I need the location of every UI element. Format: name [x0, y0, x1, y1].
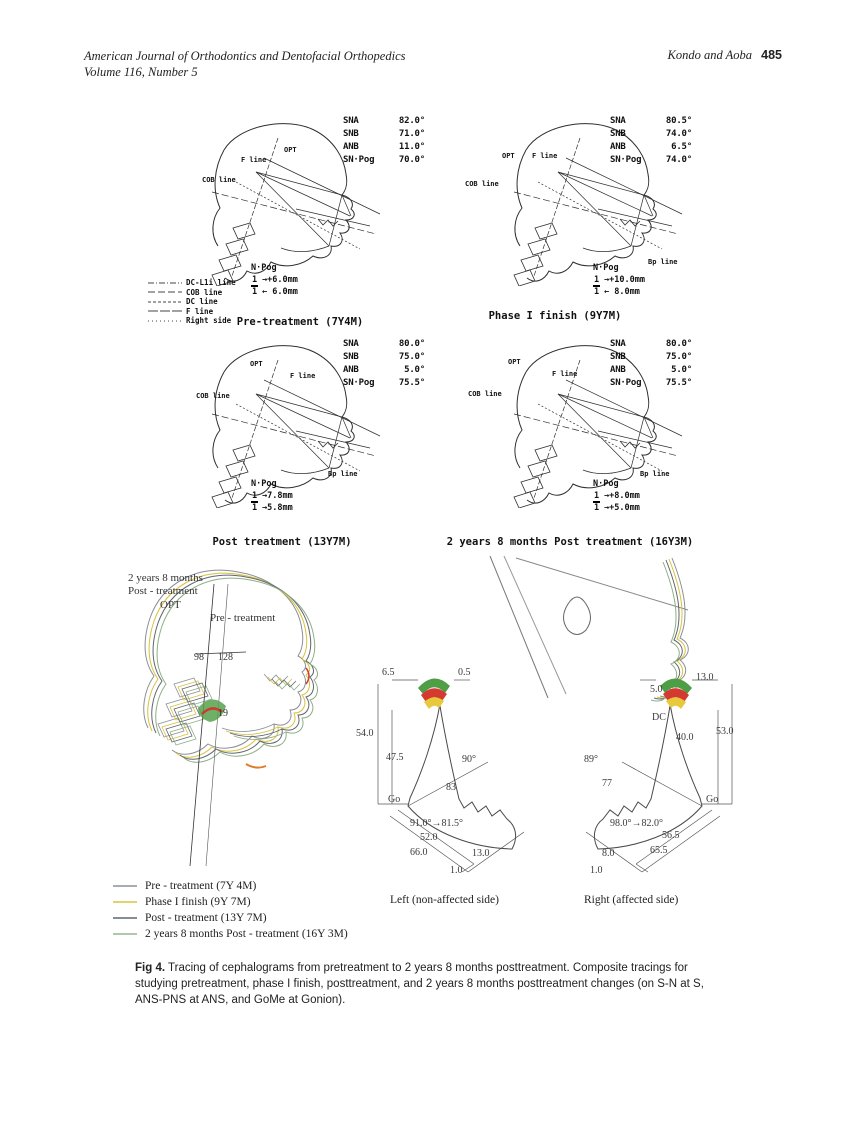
- npog-upper-value: →7.8mm: [262, 491, 293, 501]
- composite-tracing-svg: [78, 556, 408, 891]
- legend-item: [112, 926, 348, 942]
- dash-swatch: [148, 318, 182, 324]
- measurement-label: ANB: [343, 142, 359, 152]
- cob-line-label: COB line: [465, 180, 499, 188]
- npog-lower-value: ← 6.0mm: [262, 287, 298, 297]
- f-line-label: F line: [290, 372, 316, 380]
- legend-label: DC line: [186, 297, 218, 306]
- dash-swatch: [148, 280, 182, 286]
- measurement-row: [610, 338, 692, 351]
- measurement-value: 80.5°: [665, 116, 692, 126]
- measurement-label: ANB: [610, 365, 626, 375]
- journal-volume: Volume 116, Number 5: [84, 65, 198, 79]
- measurement-row: [610, 351, 692, 364]
- value-b2: 1.0: [590, 865, 603, 876]
- measurement-label: SNB: [343, 352, 359, 362]
- value-b2: 1.0: [450, 865, 463, 876]
- measurement-row: [610, 128, 692, 141]
- value-top2: 13.0: [696, 672, 714, 683]
- legend-label: F line: [186, 306, 214, 316]
- journal-title: American Journal of Orthodontics and Dentofacial Orthopedics: [84, 49, 406, 63]
- lower-incisor-symbol: 1: [251, 287, 258, 297]
- value-b1: 8.0: [602, 848, 615, 859]
- measurement-row: [343, 364, 425, 377]
- value-angle2: 77: [602, 778, 612, 789]
- measurement-label: SNB: [343, 129, 359, 139]
- legend-item: [112, 894, 348, 910]
- npog-lower-row: [251, 286, 298, 298]
- panel-title: Pre-treatment (7Y4M): [236, 316, 364, 328]
- dash-swatch: [148, 308, 182, 314]
- mandible-right-diagram: [558, 666, 748, 881]
- annotation-value-128: 128: [218, 652, 233, 663]
- legend-line-swatch: [112, 929, 138, 939]
- measurement-label: SN·Pog: [343, 155, 375, 165]
- measurement-block: [343, 338, 425, 390]
- measurement-value: 5.0°: [671, 365, 692, 375]
- npog-upper-row: [593, 274, 645, 286]
- measurement-value: 75.5°: [665, 378, 692, 388]
- opt-line-label: OPT: [250, 360, 263, 368]
- measurement-value: 82.0°: [398, 116, 425, 126]
- figure-caption-text: Tracing of cephalograms from pretreatment to 2 years 8 months posttreatment. Composite tracings for studying pretreatment, phase I finish, posttreatment, and 2 years 8 months posttreatment changes (on S-N at S, ANS-PNS at ANS, and GoMe at Gonion).: [135, 962, 704, 1007]
- npog-block: [251, 478, 293, 514]
- dc-label: DC: [652, 712, 666, 723]
- npog-upper-row: [593, 490, 640, 502]
- value-ramus-height: 53.0: [716, 726, 734, 737]
- upper-incisor-symbol: 1: [593, 275, 600, 285]
- cob-line-label: COB line: [202, 176, 236, 184]
- f-line-label: F line: [532, 152, 558, 160]
- cob-line-label: COB line: [468, 390, 502, 398]
- legend-label: 2 years 8 months Post - treatment (16Y 3M): [145, 928, 348, 940]
- measurement-row: [343, 141, 425, 154]
- measurement-label: SNB: [610, 352, 626, 362]
- npog-lower-row: [251, 502, 293, 514]
- gonion-label: Go: [388, 794, 401, 805]
- value-diagonal-angles: 91.0°→81.5°: [410, 818, 463, 829]
- annotation-pretreatment: Pre - treatment: [210, 612, 276, 624]
- npog-block: [593, 262, 645, 298]
- page-number: 485: [761, 48, 782, 62]
- panel-2y8m-posttreatment: [420, 330, 800, 562]
- value-d1: 52.0: [420, 832, 438, 843]
- value-top2: 0.5: [458, 667, 471, 678]
- measurement-row: [610, 377, 692, 390]
- dash-swatch: [148, 299, 182, 305]
- dash-swatch: [148, 289, 182, 295]
- lower-incisor-symbol: 1: [593, 287, 600, 297]
- measurement-value: 74.0°: [665, 129, 692, 139]
- figure-caption: [135, 960, 705, 1008]
- npog-block: [251, 262, 298, 298]
- measurement-row: [343, 154, 425, 167]
- value-angle1: 89°: [584, 754, 598, 765]
- npog-upper-row: [251, 490, 293, 502]
- annotation-value-19: 19: [218, 708, 228, 719]
- npog-upper-value: →+6.0mm: [262, 275, 298, 285]
- mandible-right-caption: Right (affected side): [584, 894, 679, 906]
- measurement-value: 75.0°: [665, 352, 692, 362]
- measurement-row: [610, 364, 692, 377]
- value-inner-height: 40.0: [676, 732, 694, 743]
- panel-pretreatment: [100, 110, 432, 342]
- value-b1: 13.0: [472, 848, 490, 859]
- legend-line-swatch: [112, 913, 138, 923]
- mandible-left-caption: Left (non-affected side): [390, 894, 499, 906]
- mandible-left-svg: [362, 666, 552, 881]
- panel-posttreatment: [100, 330, 432, 562]
- measurement-label: SNB: [610, 129, 626, 139]
- measurement-value: 11.0°: [398, 142, 425, 152]
- value-diagonal-angles: 98.0°→82.0°: [610, 818, 663, 829]
- value-angle2: 83: [446, 782, 456, 793]
- measurement-label: ANB: [343, 365, 359, 375]
- f-line-label: F line: [552, 370, 578, 378]
- measurement-row: [343, 377, 425, 390]
- value-inner-height: 47.5: [386, 752, 404, 763]
- measurement-value: 71.0°: [398, 129, 425, 139]
- f-line-label: F line: [241, 156, 267, 164]
- measurement-label: SN·Pog: [610, 155, 642, 165]
- measurement-value: 6.5°: [671, 142, 692, 152]
- opt-line-label: OPT: [284, 146, 297, 154]
- measurement-row: [343, 115, 425, 128]
- figure-caption-number: Fig 4.: [135, 962, 166, 974]
- upper-incisor-symbol: 1: [251, 491, 258, 501]
- npog-lower-value: ← 8.0mm: [604, 287, 640, 297]
- value-d2: 65.5: [650, 845, 668, 856]
- measurement-value: 80.0°: [398, 339, 425, 349]
- bp-line-label: Bp line: [640, 470, 670, 478]
- annotation-opt: OPT: [160, 599, 181, 611]
- measurement-row: [343, 128, 425, 141]
- annotation-2y8m: 2 years 8 months: [128, 572, 203, 584]
- cob-line-label: COB line: [196, 392, 230, 400]
- measurement-row: [610, 141, 692, 154]
- npog-upper-row: [251, 274, 298, 286]
- upper-incisor-symbol: 1: [593, 491, 600, 501]
- npog-upper-value: →+10.0mm: [604, 275, 645, 285]
- measurement-block: [343, 115, 425, 167]
- measurement-value: 80.0°: [665, 339, 692, 349]
- measurement-block: [610, 338, 692, 390]
- measurement-row: [343, 351, 425, 364]
- mandible-left-diagram: [356, 666, 552, 881]
- npog-label: N·Pog: [593, 263, 619, 273]
- measurement-row: [610, 115, 692, 128]
- opt-line-label: OPT: [508, 358, 521, 366]
- legend-row: [148, 278, 236, 288]
- measurement-label: SN·Pog: [610, 378, 642, 388]
- lower-incisor-symbol: 1: [593, 503, 600, 513]
- value-ramus-height: 54.0: [356, 728, 374, 739]
- legend-line-swatch: [112, 897, 138, 907]
- npog-block: [593, 478, 640, 514]
- legend-label: Phase I finish (9Y 7M): [145, 896, 251, 908]
- gonion-label: Go: [706, 794, 719, 805]
- measurement-value: 74.0°: [665, 155, 692, 165]
- measurement-label: ANB: [610, 142, 626, 152]
- composite-tracing: [78, 556, 408, 891]
- measurement-value: 5.0°: [404, 365, 425, 375]
- npog-label: N·Pog: [251, 479, 277, 489]
- legend-row: [148, 288, 236, 298]
- measurement-row: [343, 338, 425, 351]
- legend-line-swatch: [112, 881, 138, 891]
- measurement-block: [610, 115, 692, 167]
- running-authors: Kondo and Aoba: [667, 48, 753, 62]
- measurement-label: SNA: [610, 339, 626, 349]
- panel-title: Phase I finish (9Y7M): [488, 310, 622, 322]
- legend-label: COB line: [186, 287, 223, 297]
- npog-lower-value: →+5.0mm: [604, 503, 640, 513]
- lower-incisor-symbol: 1: [251, 503, 258, 513]
- value-top1: 6.5: [382, 667, 395, 678]
- measurement-label: SNA: [343, 116, 359, 126]
- upper-incisor-symbol: 1: [251, 275, 258, 285]
- npog-lower-value: →5.8mm: [262, 503, 293, 513]
- legend-label: Post - treatment (13Y 7M): [145, 912, 267, 924]
- npog-lower-row: [593, 286, 645, 298]
- legend-row: [148, 297, 236, 307]
- bp-line-label: Bp line: [648, 258, 678, 266]
- legend-label: Right side: [186, 316, 232, 325]
- measurement-label: SNA: [610, 116, 626, 126]
- measurement-value: 75.0°: [398, 352, 425, 362]
- legend-item: [112, 878, 348, 894]
- annotation-value-98: 98: [194, 652, 204, 663]
- value-d1: 56.5: [662, 830, 680, 841]
- annotation-posttreatment: Post - treatment: [128, 585, 198, 597]
- opt-line-label: OPT: [502, 152, 515, 160]
- panel-title: Post treatment (13Y7M): [212, 536, 352, 548]
- legend-row: [148, 307, 236, 317]
- series-legend: [112, 878, 348, 942]
- measurement-row: [610, 154, 692, 167]
- npog-label: N·Pog: [593, 479, 619, 489]
- measurement-label: SN·Pog: [343, 378, 375, 388]
- journal-header: [84, 48, 406, 80]
- legend-label: DC-L1i line: [186, 278, 236, 287]
- value-d2: 66.0: [410, 847, 428, 858]
- npog-lower-row: [593, 502, 640, 514]
- panel-phase1-finish: [440, 110, 800, 342]
- panel-title: 2 years 8 months Post treatment (16Y3M): [446, 536, 694, 548]
- measurement-value: 70.0°: [398, 155, 425, 165]
- bp-line-label: Bp line: [328, 470, 358, 478]
- measurement-value: 75.5°: [398, 378, 425, 388]
- measurement-label: SNA: [343, 339, 359, 349]
- npog-label: N·Pog: [251, 263, 277, 273]
- value-top1: 5.0: [650, 684, 663, 695]
- running-head: [668, 48, 782, 63]
- legend-item: [112, 910, 348, 926]
- value-angle1: 90°: [462, 754, 476, 765]
- npog-upper-value: →+8.0mm: [604, 491, 640, 501]
- legend-label: Pre - treatment (7Y 4M): [145, 880, 257, 892]
